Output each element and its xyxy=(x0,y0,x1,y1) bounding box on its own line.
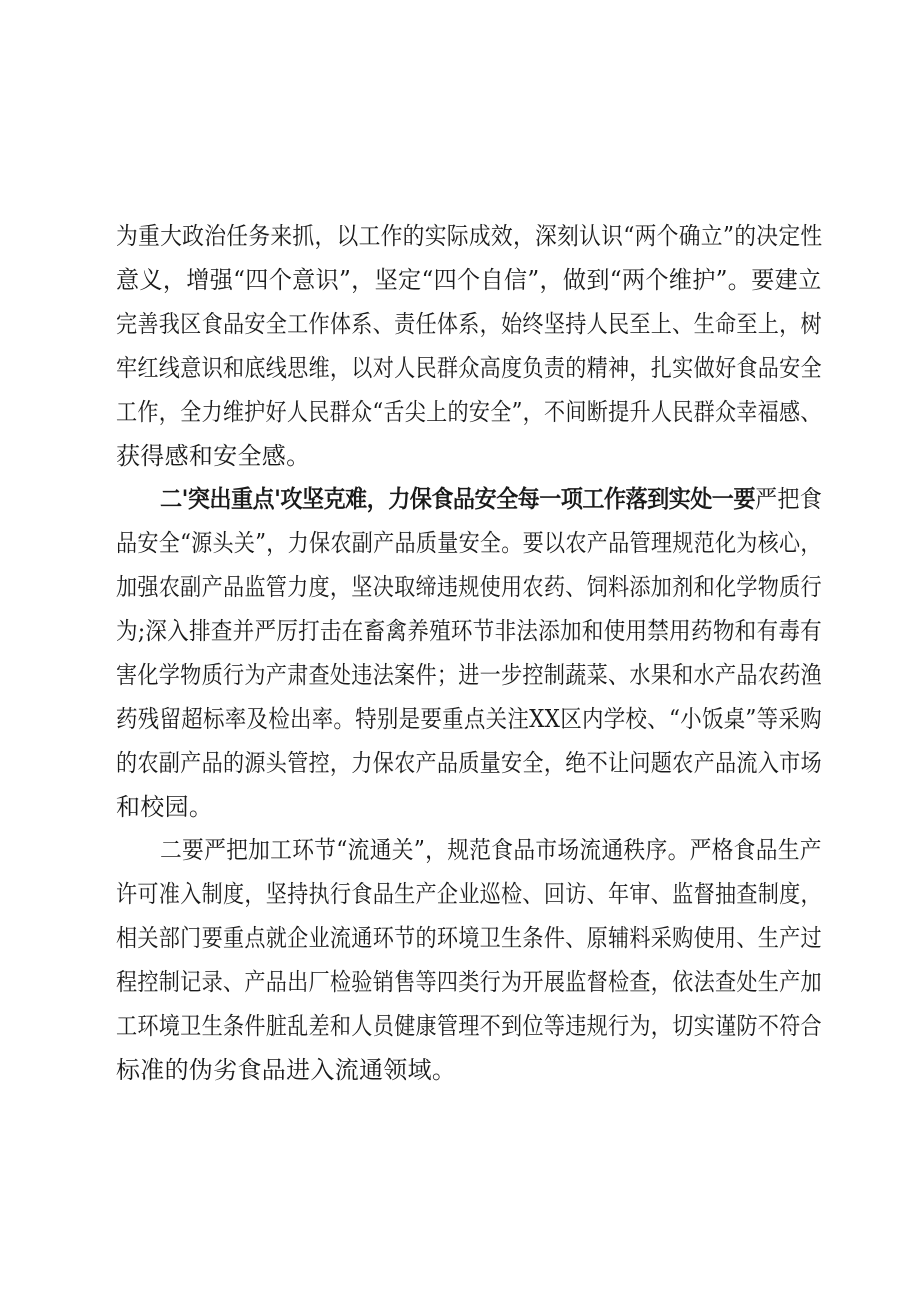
text-line: 为;深入排查并严厉打击在畜禽养殖环节非法添加和使用禁用药物和有毒有 xyxy=(116,617,822,645)
text-line: 害化学物质行为产肃查处违法案件；进一步控制蔬菜、水果和水产品农药渔 xyxy=(116,661,822,689)
text-line: 工作，全力维护好人民群众“舌尖上的安全”，不间断提升人民群众幸福感、 xyxy=(116,398,822,426)
heading-continuation: 严把食 xyxy=(754,485,823,513)
section-heading: 二'突出重点'攻坚克难，力保食品安全每一项工作落到实处一要 xyxy=(160,485,755,513)
text-line: 和校园。 xyxy=(116,793,214,821)
text-line: 获得感和安全感。 xyxy=(116,442,311,470)
text-line: 相关部门要重点就企业流通环节的环境卫生条件、原辅料采购使用、生产过 xyxy=(116,924,822,952)
text-line: 完善我区食品安全工作体系、责任体系，始终坚持人民至上、生命至上，树 xyxy=(116,310,822,338)
text-line: 程控制记录、产品出厂检验销售等四类行为开展监督检查，依法查处生产加 xyxy=(116,968,822,996)
text-line: 工环境卫生条件脏乱差和人员健康管理不到位等违规行为，切实谨防不符合 xyxy=(116,1012,822,1040)
text-line: 牢红线意识和底线思维，以对人民群众高度负责的精神，扎实做好食品安全 xyxy=(116,354,822,382)
text-line: 二要严把加工环节“流通关”，规范食品市场流通秩序。严格食品生产 xyxy=(160,836,822,864)
text-line: 加强农副产品监管力度，坚决取缔违规使用农药、饲料添加剂和化学物质行 xyxy=(116,573,822,601)
text-line: 为重大政治任务来抓，以工作的实际成效，深刻认识“两个确立”的决定性 xyxy=(116,222,823,250)
text-line: 的农副产品的源头管控，力保农产品质量安全，绝不让问题农产品流入市场 xyxy=(116,749,822,777)
text-line: 品安全“源头关”，力保农副产品质量安全。要以农产品管理规范化为核心， xyxy=(116,529,822,557)
text-line: 意义，增强“四个意识”，坚定“四个自信”，做到“两个维护”。要建立 xyxy=(116,266,822,294)
text-line: 标准的伪劣食品进入流通领域。 xyxy=(116,1056,457,1084)
text-line: 许可准入制度，坚持执行食品生产企业巡检、回访、年审、监督抽查制度， xyxy=(116,880,822,908)
section-heading-line xyxy=(160,477,822,521)
text-line: 药残留超标率及检出率。特别是要重点关注XX区内学校、“小饭桌”等采购 xyxy=(116,705,822,733)
